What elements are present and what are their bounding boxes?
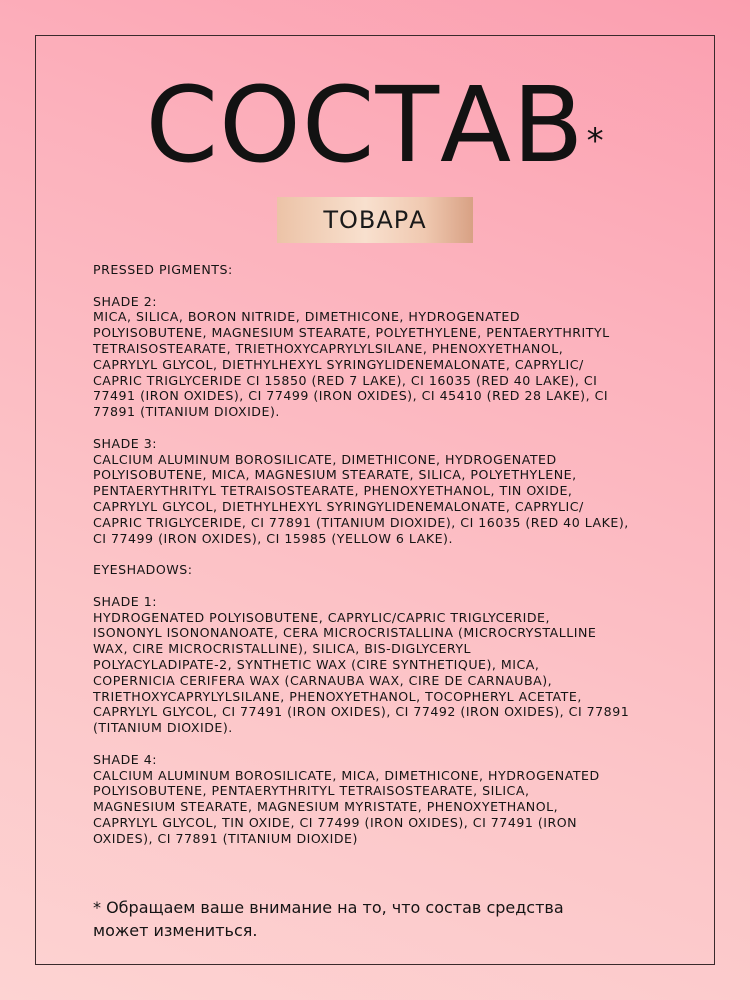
ingredient-line: 77891 (TITANIUM DIOXIDE). (93, 404, 280, 420)
ingredient-line: CAPRIC TRIGLYCERIDE CI 15850 (RED 7 LAKE), CI 16035 (RED 40 LAKE), CI (93, 372, 598, 388)
subtitle-badge-label: ТОВАРА (323, 206, 427, 234)
subtitle-badge (277, 197, 473, 243)
section-heading: SHADE 4: (93, 751, 157, 767)
section-heading: SHADE 3: (93, 435, 157, 451)
ingredient-line: CAPRYLYL GLYCOL, TIN OXIDE, CI 77499 (IRON OXIDES), CI 77491 (IRON (93, 814, 578, 830)
title-text: СОСТАВ (145, 64, 585, 186)
ingredient-line: CALCIUM ALUMINUM BOROSILICATE, DIMETHICONE, HYDROGENATED (93, 451, 557, 467)
ingredient-line: POLYISOBUTENE, PENTAERYTHRITYL TETRAISOSTEARATE, SILICA, (93, 783, 530, 799)
disclaimer-line-1: * Обращаем ваше внимание на то, что состав средства (93, 898, 564, 917)
ingredient-line: CAPRYLYL GLYCOL, DIETHYLHEXYL SYRINGYLIDENEMALONATE, CAPRYLIC/ (93, 498, 584, 514)
section-heading: EYESHADOWS: (93, 562, 193, 578)
ingredient-line: CI 77499 (IRON OXIDES), CI 15985 (YELLOW 6 LAKE). (93, 530, 453, 546)
ingredient-line: TETRAISOSTEARATE, TRIETHOXYCAPRYLYLSILANE, PHENOXYETHANOL, (93, 340, 564, 356)
ingredient-block (93, 562, 673, 578)
section-heading: PRESSED PIGMENTS: (93, 262, 233, 277)
disclaimer-line-2: может измениться. (93, 921, 258, 940)
title-footnote-mark: * (586, 121, 605, 161)
section-heading: SHADE 1: (93, 593, 157, 609)
ingredient-line: POLYISOBUTENE, MAGNESIUM STEARATE, POLYETHYLENE, PENTAERYTHRITYL (93, 325, 610, 341)
ingredients-list (93, 262, 673, 862)
ingredient-line: POLYISOBUTENE, MICA, MAGNESIUM STEARATE, SILICA, POLYETHYLENE, (93, 467, 577, 483)
section-heading: SHADE 2: (93, 293, 157, 309)
ingredient-line: MAGNESIUM STEARATE, MAGNESIUM MYRISTATE, PHENOXYETHANOL, (93, 799, 559, 815)
ingredient-block (93, 436, 673, 547)
ingredient-line: ISONONYL ISONONANOATE, CERA MICROCRISTALLINA (MICROCRYSTALLINE (93, 625, 597, 641)
page-title (0, 60, 750, 190)
ingredient-line: POLYACYLADIPATE-2, SYNTHETIC WAX (CIRE SYNTHETIQUE), MICA, (93, 656, 540, 672)
ingredient-block (93, 294, 673, 420)
disclaimer-note (93, 896, 673, 942)
ingredient-line: TRIETHOXYCAPRYLYLSILANE, PHENOXYETHANOL, TOCOPHERYL ACETATE, (93, 688, 582, 704)
ingredient-line: OXIDES), CI 77891 (TITANIUM DIOXIDE) (93, 830, 358, 846)
ingredient-block (93, 594, 673, 736)
ingredient-line: HYDROGENATED POLYISOBUTENE, CAPRYLIC/CAPRIC TRIGLYCERIDE, (93, 609, 551, 625)
ingredient-line: WAX, CIRE MICROCRISTALLINE), SILICA, BIS-DIGLYCERYL (93, 641, 472, 657)
ingredient-line: CALCIUM ALUMINUM BOROSILICATE, MICA, DIMETHICONE, HYDROGENATED (93, 767, 600, 783)
ingredient-line: CAPRYLYL GLYCOL, CI 77491 (IRON OXIDES), CI 77492 (IRON OXIDES), CI 77891 (93, 704, 630, 720)
ingredient-line: CAPRYLYL GLYCOL, DIETHYLHEXYL SYRINGYLIDENEMALONATE, CAPRYLIC/ (93, 356, 584, 372)
ingredient-line: (TITANIUM DIOXIDE). (93, 720, 233, 736)
ingredient-line: PENTAERYTHRITYL TETRAISOSTEARATE, PHENOXYETHANOL, TIN OXIDE, (93, 483, 573, 499)
ingredient-block (93, 752, 673, 847)
ingredient-block (93, 262, 673, 278)
ingredient-line: MICA, SILICA, BORON NITRIDE, DIMETHICONE, HYDROGENATED (93, 309, 521, 325)
ingredient-line: CAPRIC TRIGLYCERIDE, CI 77891 (TITANIUM DIOXIDE), CI 16035 (RED 40 LAKE), (93, 514, 629, 530)
ingredient-line: 77491 (IRON OXIDES), CI 77499 (IRON OXIDES), CI 45410 (RED 28 LAKE), CI (93, 388, 609, 404)
ingredient-line: COPERNICIA CERIFERA WAX (CARNAUBA WAX, CIRE DE CARNAUBA), (93, 672, 553, 688)
